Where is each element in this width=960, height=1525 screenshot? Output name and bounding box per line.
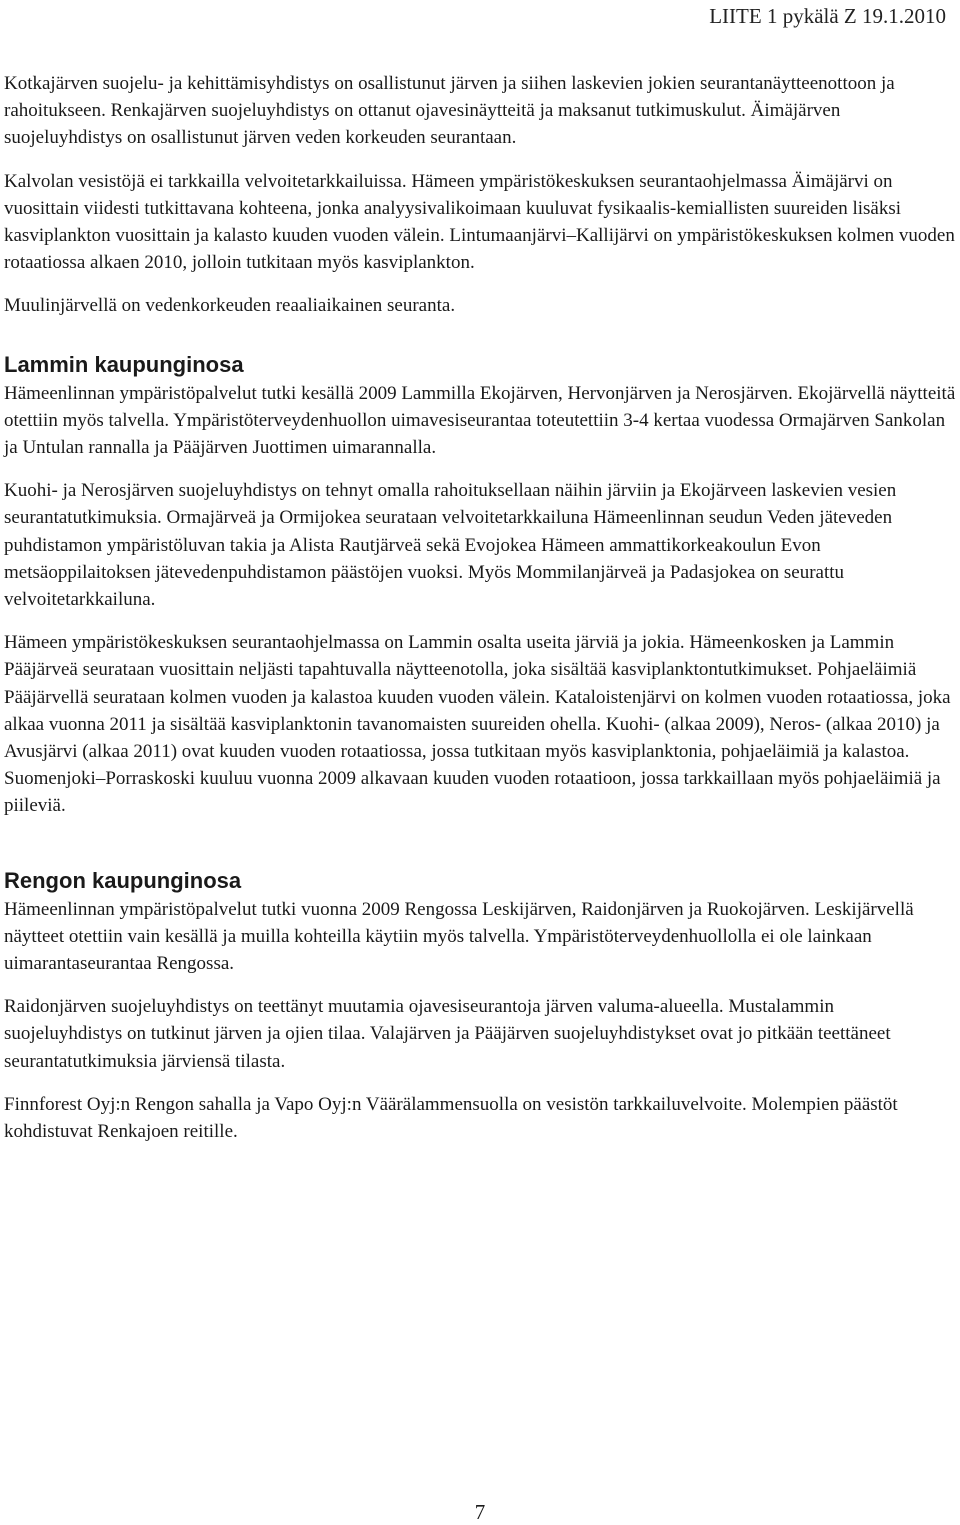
paragraph: Kotkajärven suojelu- ja kehittämisyhdistys on osallistunut järven ja siihen laskevien jokien seurantanäytteenottoon ja rahoitukseen. Renkajärven suojeluyhdistys on ottanut ojavesinäytteitä ja maksanut tutkimuskulut. Äimäjärven suojeluyhdistys on osallistunut järven veden korkeuden seurantaan. (4, 73, 895, 149)
section-heading: Rengon kaupunginosa (4, 867, 242, 893)
document-header: LIITE 1 pykälä Z 19.1.2010 (709, 4, 946, 28)
paragraph: Hämeenlinnan ympäristöpalvelut tutki kesällä 2009 Lammilla Ekojärven, Hervonjärven ja Nerosjärven. Ekojärvellä näytteitä otettiin myös talvella. Ympäristöterveydenhuollon uimavesiseurantaa toteutettiin 3-4 kertaa vuodessa Ormajärven Sankolan ja Untulan rannalla ja Pääjärven Juottimen uimarannalla. (4, 382, 956, 459)
document-body (4, 70, 956, 1145)
section-heading: Lammin kaupunginosa (4, 351, 244, 377)
paragraph: Hämeenlinnan ympäristöpalvelut tutki vuonna 2009 Rengossa Leskijärven, Raidonjärven ja Ruokojärven. Leskijärvellä näytteet otettiin vain kesällä ja muilla kohteilla käytiin myös talvella. Ympäristöterveydenhuollolla ei ole lainkaan uimarantaseurantaa Rengossa. (4, 898, 914, 975)
paragraph: Raidonjärven suojeluyhdistys on teettänyt muutamia ojavesiseurantoja järven valuma-alueella. Mustalammin suojeluyhdistys on tutkinut järven ja ojien tilaa. Valajärven ja Pääjärven suojeluyhdistykset ovat jo pitkään teettäneet seurantatutkimuksia järviensä tilasta. (4, 996, 891, 1072)
paragraph: Kalvolan vesistöjä ei tarkkailla velvoitetarkkailuissa. Hämeen ympäristökeskuksen seurantaohjelmassa Äimäjärvi on vuosittain viidesti tutkittavana kohteena, jonka analyysivalikoimaan kuuluvat fysikaalis-kemiallisten suureiden lisäksi kasviplankton vuosittain ja kalasto kuuden vuoden välein. Lintumaanjärvi–Kallijärvi on ympäristökeskuksen kolmen vuoden rotaatiossa alkaen 2010, jolloin tutkitaan myös kasviplankton. (4, 170, 955, 274)
paragraph: Kuohi- ja Nerosjärven suojeluyhdistys on tehnyt omalla rahoituksellaan näihin järviin ja Ekojärveen laskevien vesien seurantatutkimuksia. Ormajärveä ja Ormijokea seurataan velvoitetarkkailuna Hämeenlinnan seudun Veden jäteveden puhdistamon ympäristöluvan takia ja Alista Rautjärveä sekä Evojokea Hämeen ammattikorkeakoulun Evon metsäoppilaitoksen jätevedenpuhdistamon päästöjen vuoksi. Myös Mommilanjärveä ja Padasjokea on seurattu velvoitetarkkailuna. (4, 480, 897, 611)
page-number: 7 (474, 1500, 486, 1524)
paragraph: Finnforest Oyj:n Rengon sahalla ja Vapo Oyj:n Väärälammensuolla on vesistön tarkkailuvelvoite. Molempien päästöt kohdistuvat Renkajoen reitille. (4, 1093, 898, 1143)
paragraph: Hämeen ympäristökeskuksen seurantaohjelmassa on Lammin osalta useita järviä ja jokia. Hämeenkosken ja Lammin Pääjärveä seurataan vuosittain neljästi tapahtuvalla näytteenotolla, joka sisältää kasviplanktontutkimukset. Pohjaeläimiä Pääjärvellä seurataan kolmen vuoden ja kalastoa kuuden vuoden välein. Kataloistenjärvi on kolmen vuoden rotaatiossa, joka alkaa vuonna 2011 ja sisältää kasviplanktonin tavanomaisten suureiden ohella. Kuohi- (alkaa 2009), Neros- (alkaa 2010) ja Avusjärvi (alkaa 2011) ovat kuuden vuoden rotaatiossa, jossa tutkitaan myös kasviplanktonia, pohjaeläimiä ja kalastoa. Suomenjoki–Porraskoski kuuluu vuonna 2009 alkavaan kuuden vuoden rotaatioon, jossa tarkkaillaan myös pohjaeläimiä ja piileviä. (4, 632, 951, 817)
paragraph: Muulinjärvellä on vedenkorkeuden reaaliaikainen seuranta. (4, 295, 456, 317)
